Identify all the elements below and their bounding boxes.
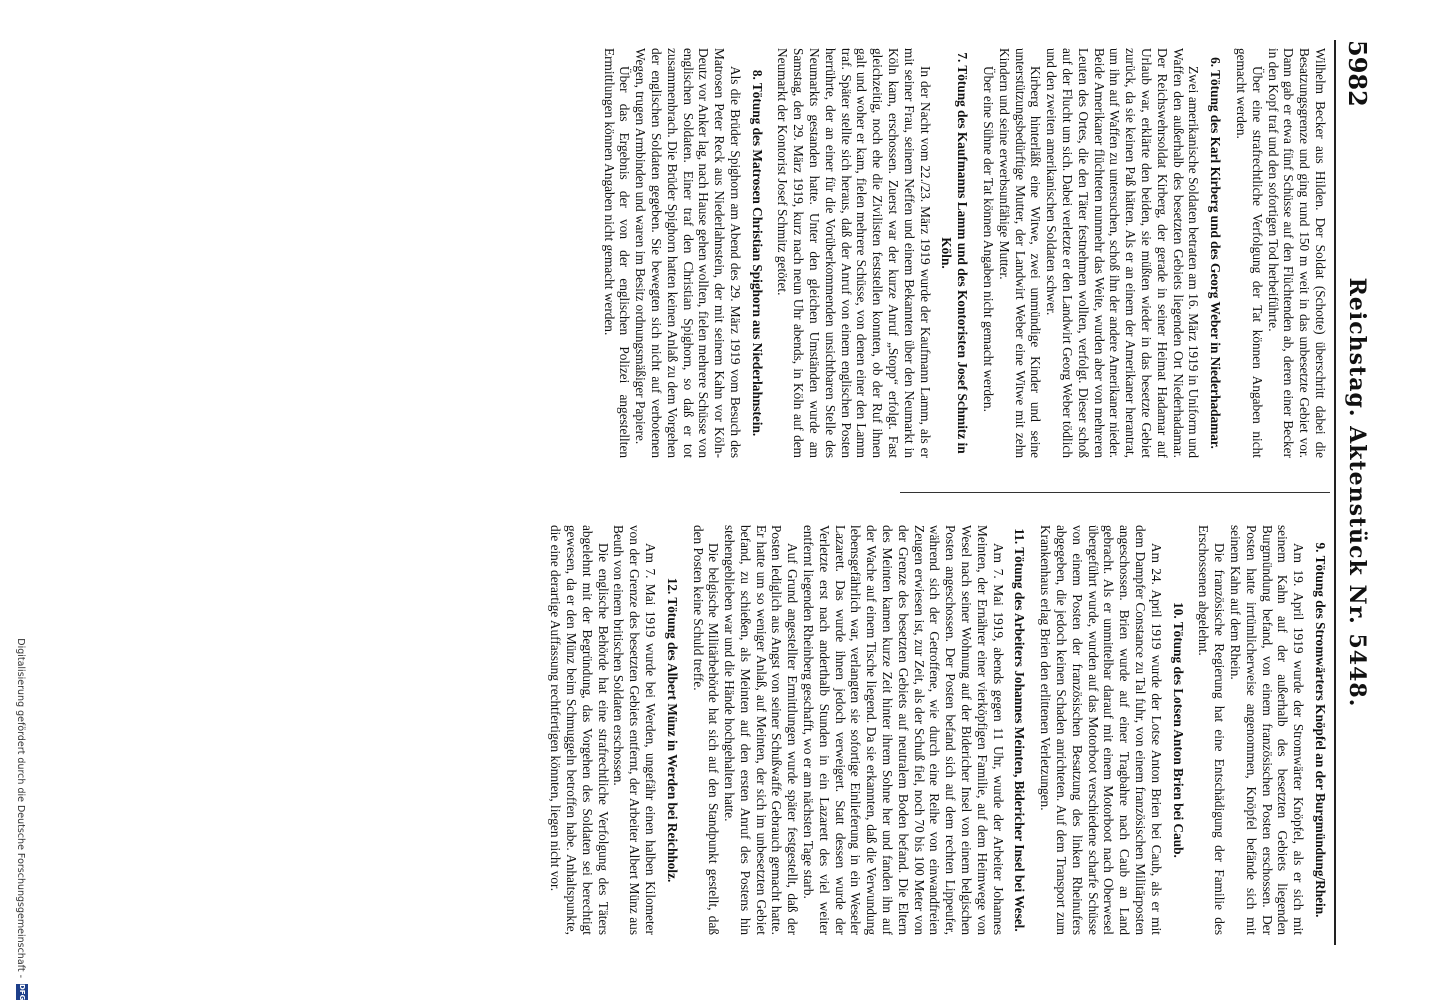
page-number: 5982 [1343,40,1372,107]
paragraph: In der Nacht vom 22./23. März 1919 wurde der Kaufmann Lamm, als er mit seiner Frau, seinem Neffen und einem Bekannten über den Neumarkt in Köln kam, erschossen. Zuerst war der kurze Anruf „Stopp“ erfolgt. Fast gleichzeitig, noch ehe die Zivilisten feststellen konnten, ob der Ruf ihnen galt und woher er kam, fielen mehrere Schüsse, von denen einer den Lamm traf. Später stellte sich heraus, daß der Anruf von einem englischen Posten herrührte, der an einer für die Vorüberkommenden unsichtbaren Stelle des Neumarkts gestanden hatte. Unter den gleichen Umständen wurde am Samstag, den 29. März 1919, kurz nach neun Uhr abends, in Köln auf dem Neumarkt der Kontorist Josef Schmitz getötet. [775,48,933,458]
section-heading: 8. Tötung des Matrosen Christian Spighorn aus Niederlahnstein. [749,69,765,437]
paragraph: Über das Ergebnis der von der englischen Polizei angestellten Ermittlungen können Angaben nicht gemacht werden. [601,48,633,458]
paragraph: Am 7. Mai 1919 wurde bei Werden, ungefähr einen halben Kilometer von der Grenze des besetzten Gebiets entfernt, der Arbeiter Albert Münz aus Beuth von einem britischen Soldaten erschossen. [611,525,658,935]
paragraph: Am 19. April 1919 wurde der Stromwärter Knöpfel, als er sich mit seinem Kahn auf der außerhalb des besetzten Gebiets liegenden Burgmündung befand, von einem französischen Posten erschossen. Der Posten hatte irrtümlicherweise angenommen, Knöpfel befände sich mit seinem Kahn auf dem Rhein. [1228,525,1307,935]
paragraph: Zwei amerikanische Soldaten betraten am 16. März 1919 in Uniform und Waffen den außerhalb des besetzten Gebiets liegenden Ort Niederhadamar. Der Reichswehrsoldat Kirberg, der gerade in seiner Heimat Hadamar auf Urlaub war, erklärte den beiden, sie müßten wieder in das besetzte Gebiet zurück, da sie keinen Paß hätten. Als er an einem der Amerikaner herantrat, um ihn auf Waffen zu untersuchen, schoß ihn der andere Amerikaner nieder. Beide Amerikaner flüchteten nunmehr das Weite, wurden aber von mehreren Leuten des Ortes, die den Täter festnehmen wollten, verfolgt. Dieser schoß auf der Flucht um sich. Dabei verletzte er den Landwirt Georg Weber tödlich und den zweiten amerikanischen Soldaten schwer. [1044,48,1202,458]
paragraph: Die französische Regierung hat eine Entschädigung der Familie des Erschossenen abgelehnt. [1196,525,1228,935]
paragraph: Die belgische Militärbehörde hat sich auf den Standpunkt gestellt, daß den Posten keine Schuld treffe. [690,525,722,935]
left-column [601,48,1328,458]
paragraph: Über eine strafrechtliche Verfolgung der Tat können Angaben nicht gemacht werden. [1234,48,1265,458]
section-heading: 10. Tötung des Lotsen Anton Brien bei Caub. [1170,602,1186,858]
digitization-note-text: Digitalisierung gefördert durch die Deutsche Forschungsgemeinschaft - [15,638,26,978]
paragraph: Am 24. April 1919 wurde der Lotse Anton Brien bei Caub, als er mit dem Dampfer Constance zu Tal fuhr, von einem französischen Militärposten angeschossen. Brien wurde auf einer Tragbahre nach Caub an Land gebracht. Als er unmittelbar darauf mit einem Motorboot nach Oberwesel übergeführt wurde, wurden auf das Motorboot verschiedene scharfe Schüsse von einem Posten der französischen Besatzung des linken Rheinufers abgegeben, die jedoch keinen Schaden anrichteten. Auf dem Transport zum Krankenhaus erlag Brien den erlittenen Verletzungen. [1038,525,1164,935]
paragraph: Kirberg hinterläßt eine Witwe, zwei unmündige Kinder und seine unterstützungsbedürftige Mutter, der Landwirt Weber eine Witwe mit zehn Kindern und seine erwerbsunfähige Mutter. [996,48,1044,458]
dfg-logo: DFG [18,984,26,1000]
section-heading: 7. Tötung des Kaufmanns Lamm und des Kontoristen Josef Schmitz in Köln. [939,52,971,454]
right-column [547,525,1328,935]
paragraph: Am 7. Mai 1919, abends gegen 11 Uhr, wurde der Arbeiter Johannes Meinten, der Ernährer einer vierköpfigen Familie, auf dem Heimwege von Wesel nach seiner Wohnung auf der Bidericher Insel von einem belgischen Posten angeschossen. Der Posten befand sich auf dem rechten Lippeufer, während sich der Getroffene, wie durch eine Reihe von einwandfreien Zeugen erwiesen ist, zur Zeit, als der Schuß fiel, noch 70 bis 100 Meter von der Grenze des besetzten Gebiets auf neutralem Boden befand. Die Eltern des Meinten kamen kurze Zeit hinter ihrem Sohne her und fanden ihn auf der Wache auf einem Tische liegend. Da sie erkannten, daß die Verwundung lebensgefährlich war, verlangten sie sofortige Einlieferung in ein Weseler Lazarett. Das wurde ihnen jedoch verweigert. Statt dessen wurde der Verletzte erst nach anderthalb Stunden in ein Lazarett des viel weiter entfernt liegenden Rheinberg geschafft, wo er am nächsten Tage starb. [801,525,1006,935]
paragraph: Wilhelm Becker aus Hilden. Der Soldat (Schotte) überschritt dabei die Besatzungsgrenze und ging rund 150 m weit in das unbesetzte Gebiet vor. Dann gab er etwa fünf Schüsse auf den Flüchtenden ab, deren einer Becker in den Kopf traf und den sofortigen Tod herbeiführte. [1265,48,1328,458]
page-header [1334,40,1382,945]
paragraph: Auf Grund angestellter Ermittlungen wurde später festgestellt, daß der Posten lediglich aus Angst von seiner Schußwaffe Gebrauch gemacht hatte. Er hatte um so weniger Anlaß, auf Meinten, der sich im unbesetzten Gebiet befand, zu schießen, als Meinten auf den ersten Anruf des Postens hin stehengeblieben war und die Hände hochgehalten hatte. [722,525,801,935]
paragraph: Als die Brüder Spighorn am Abend des 29. März 1919 vom Besuch des Matrosen Peter Reck aus Niederlahnstein, der mit seinem Kahn vor Köln-Deutz vor Anker lag, nach Hause gehen wollten, fielen mehrere Schüsse von englischen Soldaten. Einer traf den Christian Spighorn, so daß er tot zusammenbrach. Die Brüder Spighorn hatten keinen Anlaß zu dem Vorgehen der englischen Soldaten gegeben. Sie bewegten sich nicht auf verbotenen Wegen, trugen Armbinden und waren im Besitz ordnungsmäßiger Papiere. [633,48,743,458]
paragraph: Über eine Sühne der Tat können Angaben nicht gemacht werden. [981,66,997,412]
section-heading: 9. Tötung des Stromwärters Knöpfel an der Burgmündung/Rhein. [1313,542,1328,918]
column-divider [900,492,1330,493]
section-heading: 11. Tötung des Arbeiters Johannes Meinten, Bidericher Insel bei Wesel. [1012,528,1028,932]
section-heading: 6. Tötung des Karl Kirberg und des Georg Weber in Niederhadamar. [1208,57,1224,449]
paragraph: Die englische Behörde hat eine strafrechtliche Verfolgung des Täters abgelehnt mit der Begründung, das Vorgehen des Soldaten sei berechtigt gewesen, da er den Münz beim Schmuggeln betroffen habe. Anhaltspunkte, die eine derartige Auffassung rechtfertigen könnten, liegen nicht vor. [548,525,611,935]
section-heading: 12. Tötung des Albert Münz in Werden bei Reichholz. [664,577,680,883]
page-title: Reichstag. Aktenstück Nr. 5448. [1344,277,1370,708]
